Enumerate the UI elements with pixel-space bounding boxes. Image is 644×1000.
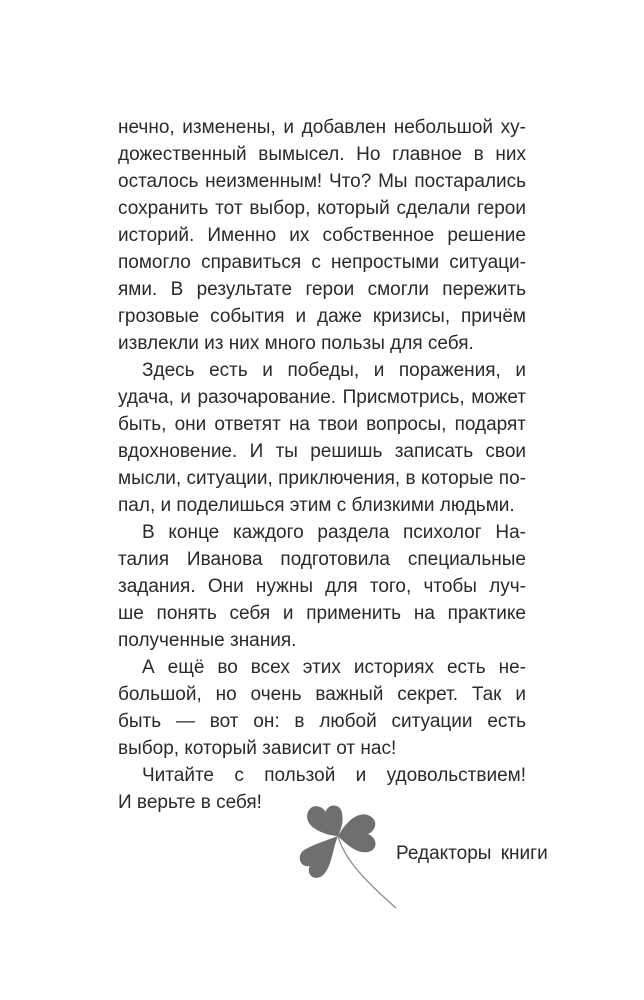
paragraph xyxy=(118,114,526,357)
body-text xyxy=(118,114,526,816)
text-line: осталось неизменным! Что? Мы постарались xyxy=(118,171,526,192)
text-line: историй. Именно их собственное решение xyxy=(118,225,526,246)
text-line: быть — вот он: в любой ситуации есть xyxy=(118,711,526,732)
text-line: В конце каждого раздела психолог На- xyxy=(142,522,526,543)
text-line: нечно, изменены, и добавлен небольшой ху- xyxy=(118,117,526,138)
paragraph xyxy=(118,519,526,654)
text-line: задания. Они нужны для того, чтобы луч- xyxy=(118,576,526,597)
text-line: ше понять себя и применить на практике xyxy=(118,603,526,624)
text-line: вдохновение. И ты решишь записать свои xyxy=(118,441,526,462)
text-line: Здесь есть и победы, и поражения, и xyxy=(142,360,526,381)
text-line: ями. В результате герои смогли пережить xyxy=(118,279,526,300)
signature: Редакторы книги xyxy=(396,843,548,864)
text-line: Читайте с пользой и удовольствием! xyxy=(142,765,526,786)
text-line: дожественный вымысел. Но главное в них xyxy=(118,144,526,165)
text-line: выбор, который зависит от нас! xyxy=(118,738,397,759)
text-line: удача, и разочарование. Присмотрись, может xyxy=(118,387,526,408)
text-line: сохранить тот выбор, который сделали герои xyxy=(118,198,526,219)
text-line: полученные знания. xyxy=(118,630,297,651)
paragraph xyxy=(118,357,526,519)
text-line: И верьте в себя! xyxy=(118,792,262,813)
text-line: мысли, ситуации, приключения, в которые по- xyxy=(118,468,526,489)
text-line: помогло справиться с непростыми ситуаци- xyxy=(118,252,526,273)
text-line: А ещё во всех этих историях есть не- xyxy=(142,657,526,678)
paragraph xyxy=(118,654,526,762)
text-line: грозовые события и даже кризисы, причём xyxy=(118,306,526,327)
text-line: большой, но очень важный секрет. Так и xyxy=(118,684,526,705)
text-line: быть, они ответят на твои вопросы, подарят xyxy=(118,414,526,435)
clover-illustration-icon xyxy=(292,798,402,913)
text-line: пал, и поделишься этим с близкими людьми. xyxy=(118,495,515,516)
text-line: талия Иванова подготовила специальные xyxy=(118,549,526,570)
text-line: извлекли из них много пользы для себя. xyxy=(118,333,474,354)
